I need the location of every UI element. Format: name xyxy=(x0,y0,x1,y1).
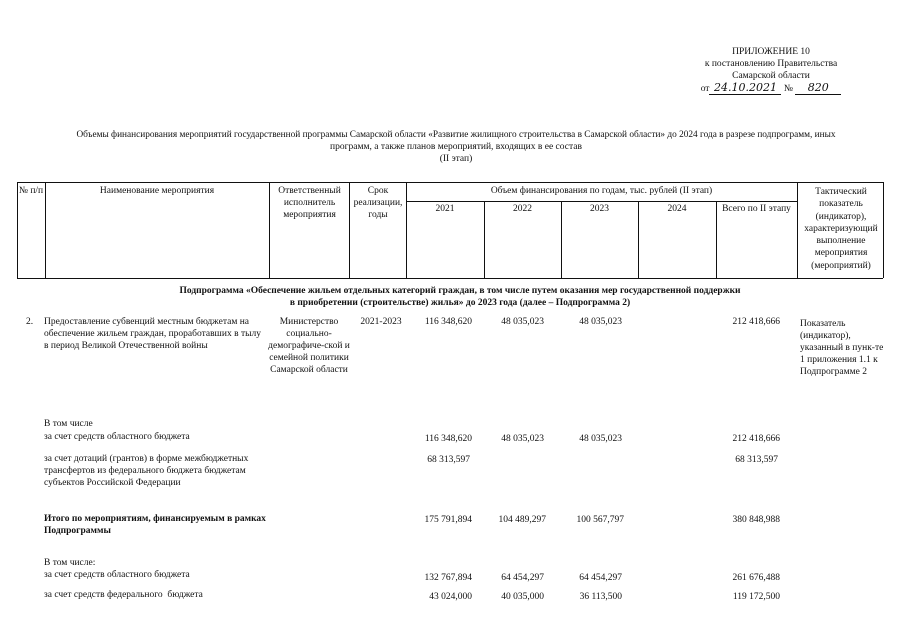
totals-2023: 100 567,797 xyxy=(576,515,624,525)
incl1-grants-2021: 68 313,597 xyxy=(427,455,470,465)
totals-2021: 175 791,894 xyxy=(424,515,472,525)
incl2-regional-2022: 64 454,297 xyxy=(501,573,544,583)
heading-line2: программ, а также планов мероприятий, входящих в ее состав xyxy=(330,142,582,152)
grid-vline xyxy=(883,182,884,278)
subprogram-line1: Подпрограмма «Обеспечение жильем отдельных категорий граждан, в том числе путем оказания мер государственной поддержки xyxy=(179,286,741,296)
header-year-2024: 2024 xyxy=(667,204,687,214)
number-value: 820 xyxy=(795,82,841,95)
grid-vline xyxy=(797,182,798,278)
heading-line1: Объемы финансирования мероприятий государственной программы Самарской области «Развитие жилищного строительства в Самарской области» до 2024 года в разрезе подпрограмм, иных xyxy=(76,130,836,140)
item-term: 2021-2023 xyxy=(360,317,402,327)
appendix-line1: к постановлению Правительства xyxy=(704,59,838,69)
appendix-title: ПРИЛОЖЕНИЕ 10 xyxy=(732,47,810,57)
incl2-federal-label: за счет средств федерального бюджета xyxy=(44,590,203,600)
subprogram-title xyxy=(60,285,860,309)
totals-label: Итого по мероприятиям, финансируемым в рамках Подпрограммы xyxy=(44,514,266,536)
appendix-block xyxy=(676,46,866,95)
appendix-date-line xyxy=(676,82,866,95)
incl1-regional-total: 212 418,666 xyxy=(732,434,780,444)
incl1-label: В том числе xyxy=(44,419,93,429)
header-col-financing: Объем финансирования по годам, тыс. рублей (II этап) xyxy=(490,186,713,196)
item-total: 212 418,666 xyxy=(732,317,780,327)
header-col-executor: Ответственный исполнитель мероприятия xyxy=(278,186,341,220)
incl1-regional-2023: 48 035,023 xyxy=(579,434,622,444)
table-header-bottom xyxy=(17,278,883,279)
item-2022: 48 035,023 xyxy=(501,317,544,327)
incl2-federal-total: 119 172,500 xyxy=(732,592,780,602)
incl1-regional-2021: 116 348,620 xyxy=(424,434,472,444)
incl1-regional-label: за счет средств областного бюджета xyxy=(44,432,190,442)
table-top-border xyxy=(17,182,883,183)
date-value: 24.10.2021 xyxy=(709,82,781,95)
header-total: Всего по II этапу xyxy=(722,204,791,214)
document-heading xyxy=(20,129,892,165)
item-2023: 48 035,023 xyxy=(579,317,622,327)
incl2-regional-total: 261 676,488 xyxy=(732,573,780,583)
incl2-regional-2021: 132 767,894 xyxy=(424,573,472,583)
incl2-regional-2023: 64 454,297 xyxy=(579,573,622,583)
number-prefix: № xyxy=(783,84,793,94)
header-year-2023: 2023 xyxy=(590,204,609,214)
header-col-indicator: Тактический показатель (индикатор), характеризующий выполнение мероприятия (мероприятий) xyxy=(804,187,878,271)
heading-line3: (II этап) xyxy=(439,154,473,164)
totals-2022: 104 489,297 xyxy=(498,515,546,525)
totals-total: 380 848,988 xyxy=(732,515,780,525)
subprogram-line2: в приобретении (строительстве) жилья» до 2023 года (далее – Подпрограмма 2) xyxy=(289,298,631,308)
item-name: Предоставление субвенций местным бюджетам на обеспечение жильем граждан, проработавших в тылу в период Великой Отечественной войны xyxy=(44,317,261,351)
incl1-grants-total: 68 313,597 xyxy=(735,455,778,465)
header-year-2021: 2021 xyxy=(435,204,455,214)
header-year-2022: 2022 xyxy=(513,204,532,214)
item-2021: 116 348,620 xyxy=(424,317,472,327)
item-indicator: Показатель (индикатор), указанный в пунк-те 1 приложения 1.1 к Подпрограмме 2 xyxy=(800,319,884,377)
incl2-federal-2021: 43 024,000 xyxy=(429,592,472,602)
item-number: 2. xyxy=(26,317,34,327)
incl2-label: В том числе: xyxy=(44,558,96,568)
appendix-line2: Самарской области xyxy=(732,71,810,81)
header-col-num: № п/п xyxy=(18,186,44,196)
incl1-grants-label: за счет дотаций (грантов) в форме межбюджетных трансфертов из федерального бюджета бюджетам субъектов Российской Федерации xyxy=(44,454,249,488)
incl2-federal-2022: 40 035,000 xyxy=(501,592,544,602)
incl2-federal-2023: 36 113,500 xyxy=(579,592,622,602)
table-year-divider xyxy=(406,201,797,202)
header-col-name: Наименование мероприятия xyxy=(99,186,215,196)
header-col-term: Срок реализации, годы xyxy=(353,186,403,220)
item-executor: Министерство социально-демографиче-ской и семейной политики Самарской области xyxy=(268,317,350,375)
date-prefix: от xyxy=(700,84,710,94)
incl2-regional-label: за счет средств областного бюджета xyxy=(44,570,190,580)
incl1-regional-2022: 48 035,023 xyxy=(501,434,544,444)
